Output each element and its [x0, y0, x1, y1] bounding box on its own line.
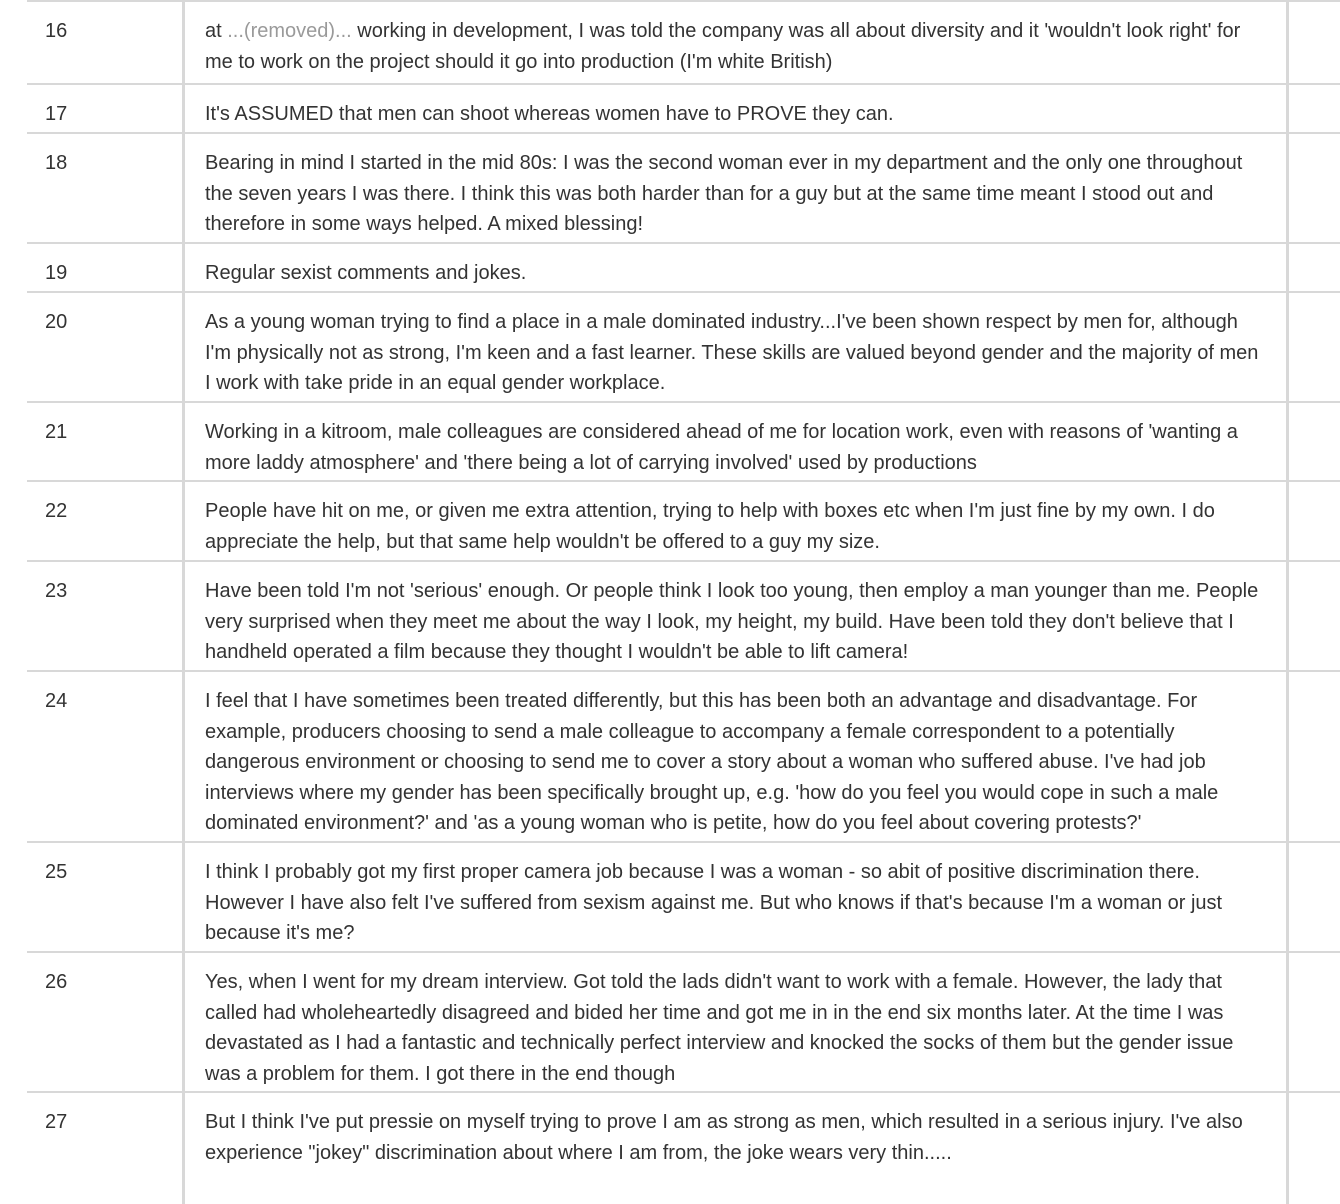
table-row: [27, 843, 1340, 953]
row-number: 20: [27, 293, 185, 401]
response-text: Yes, when I went for my dream interview. Got told the lads didn't want to work with a female. However, the lady that called had wholeheartedly disagreed and bided her time and got me in in the end six months later. At the time I was devastated as I had a fantastic and technically perfect interview and knocked the socks of them but the gender issue was a problem for them. I got there in the end though: [185, 953, 1289, 1091]
row-number: 24: [27, 672, 185, 841]
empty-cell: [1289, 2, 1340, 83]
empty-cell: [1289, 85, 1340, 132]
response-text: Regular sexist comments and jokes.: [185, 244, 1289, 291]
response-text: [185, 2, 1289, 83]
table-row: [27, 2, 1340, 85]
response-text: But I think I've put pressie on myself trying to prove I am as strong as men, which resulted in a serious injury. I've also experience "jokey" discrimination about where I am from, the joke wears very thin.....: [185, 1093, 1289, 1204]
response-text: Bearing in mind I started in the mid 80s: I was the second woman ever in my department and the only one throughout the seven years I was there. I think this was both harder than for a guy but at the same time meant I stood out and therefore in some ways helped. A mixed blessing!: [185, 134, 1289, 242]
row-number: 23: [27, 562, 185, 670]
empty-cell: [1289, 293, 1340, 401]
empty-cell: [1289, 843, 1340, 951]
table-row: [27, 403, 1340, 482]
empty-cell: [1289, 482, 1340, 560]
row-number: 25: [27, 843, 185, 951]
responses-table: [27, 0, 1340, 1204]
response-text: I feel that I have sometimes been treated differently, but this has been both an advantage and disadvantage. For example, producers choosing to send a male colleague to accompany a female correspondent to a potentially dangerous environment or choosing to send me to cover a story about a woman who suffered abuse. I've had job interviews where my gender has been specifically brought up, e.g. 'how do you feel you would cope in such a male dominated environment?' and 'as a young woman who is petite, how do you feel about covering protests?': [185, 672, 1289, 841]
row-number: 18: [27, 134, 185, 242]
row-number: 19: [27, 244, 185, 291]
response-text: Working in a kitroom, male colleagues are considered ahead of me for location work, even with reasons of 'wanting a more laddy atmosphere' and 'there being a lot of carrying involved' used by productions: [185, 403, 1289, 480]
empty-cell: [1289, 403, 1340, 480]
response-text: I think I probably got my first proper camera job because I was a woman - so abit of positive discrimination there. However I have also felt I've suffered from sexism against me. But who knows if that's because I'm a woman or just because it's me?: [185, 843, 1289, 951]
empty-cell: [1289, 244, 1340, 291]
response-prefix: at: [205, 20, 228, 42]
table-row: [27, 482, 1340, 562]
row-number: 26: [27, 953, 185, 1091]
table-row: [27, 244, 1340, 293]
row-number: 17: [27, 85, 185, 132]
response-text: It's ASSUMED that men can shoot whereas women have to PROVE they can.: [185, 85, 1289, 132]
empty-cell: [1289, 672, 1340, 841]
response-body: working in development, I was told the company was all about diversity and it 'wouldn't look right' for me to work on the project should it go into production (I'm white British): [205, 20, 1241, 73]
response-text: Have been told I'm not 'serious' enough. Or people think I look too young, then employ a man younger than me. People very surprised when they meet me about the way I look, my height, my build. Have been told they don't believe that I handheld operated a film because they thought I wouldn't be able to lift camera!: [185, 562, 1289, 670]
table-row: [27, 1093, 1340, 1204]
row-number: 16: [27, 2, 185, 83]
empty-cell: [1289, 953, 1340, 1091]
row-number: 21: [27, 403, 185, 480]
table-row: [27, 293, 1340, 403]
row-number: 27: [27, 1093, 185, 1204]
response-text: People have hit on me, or given me extra attention, trying to help with boxes etc when I'm just fine by my own. I do appreciate the help, but that same help wouldn't be offered to a guy my size.: [185, 482, 1289, 560]
table-row: [27, 953, 1340, 1093]
table-row: [27, 562, 1340, 672]
row-number: 22: [27, 482, 185, 560]
table-row: [27, 134, 1340, 244]
response-text: As a young woman trying to find a place in a male dominated industry...I've been shown respect by men for, although I'm physically not as strong, I'm keen and a fast learner. These skills are valued beyond gender and the majority of men I work with take pride in an equal gender workplace.: [185, 293, 1289, 401]
empty-cell: [1289, 1093, 1340, 1204]
table-row: [27, 85, 1340, 134]
table-row: [27, 672, 1340, 843]
redacted-text: ...(removed)...: [227, 20, 352, 42]
empty-cell: [1289, 562, 1340, 670]
empty-cell: [1289, 134, 1340, 242]
